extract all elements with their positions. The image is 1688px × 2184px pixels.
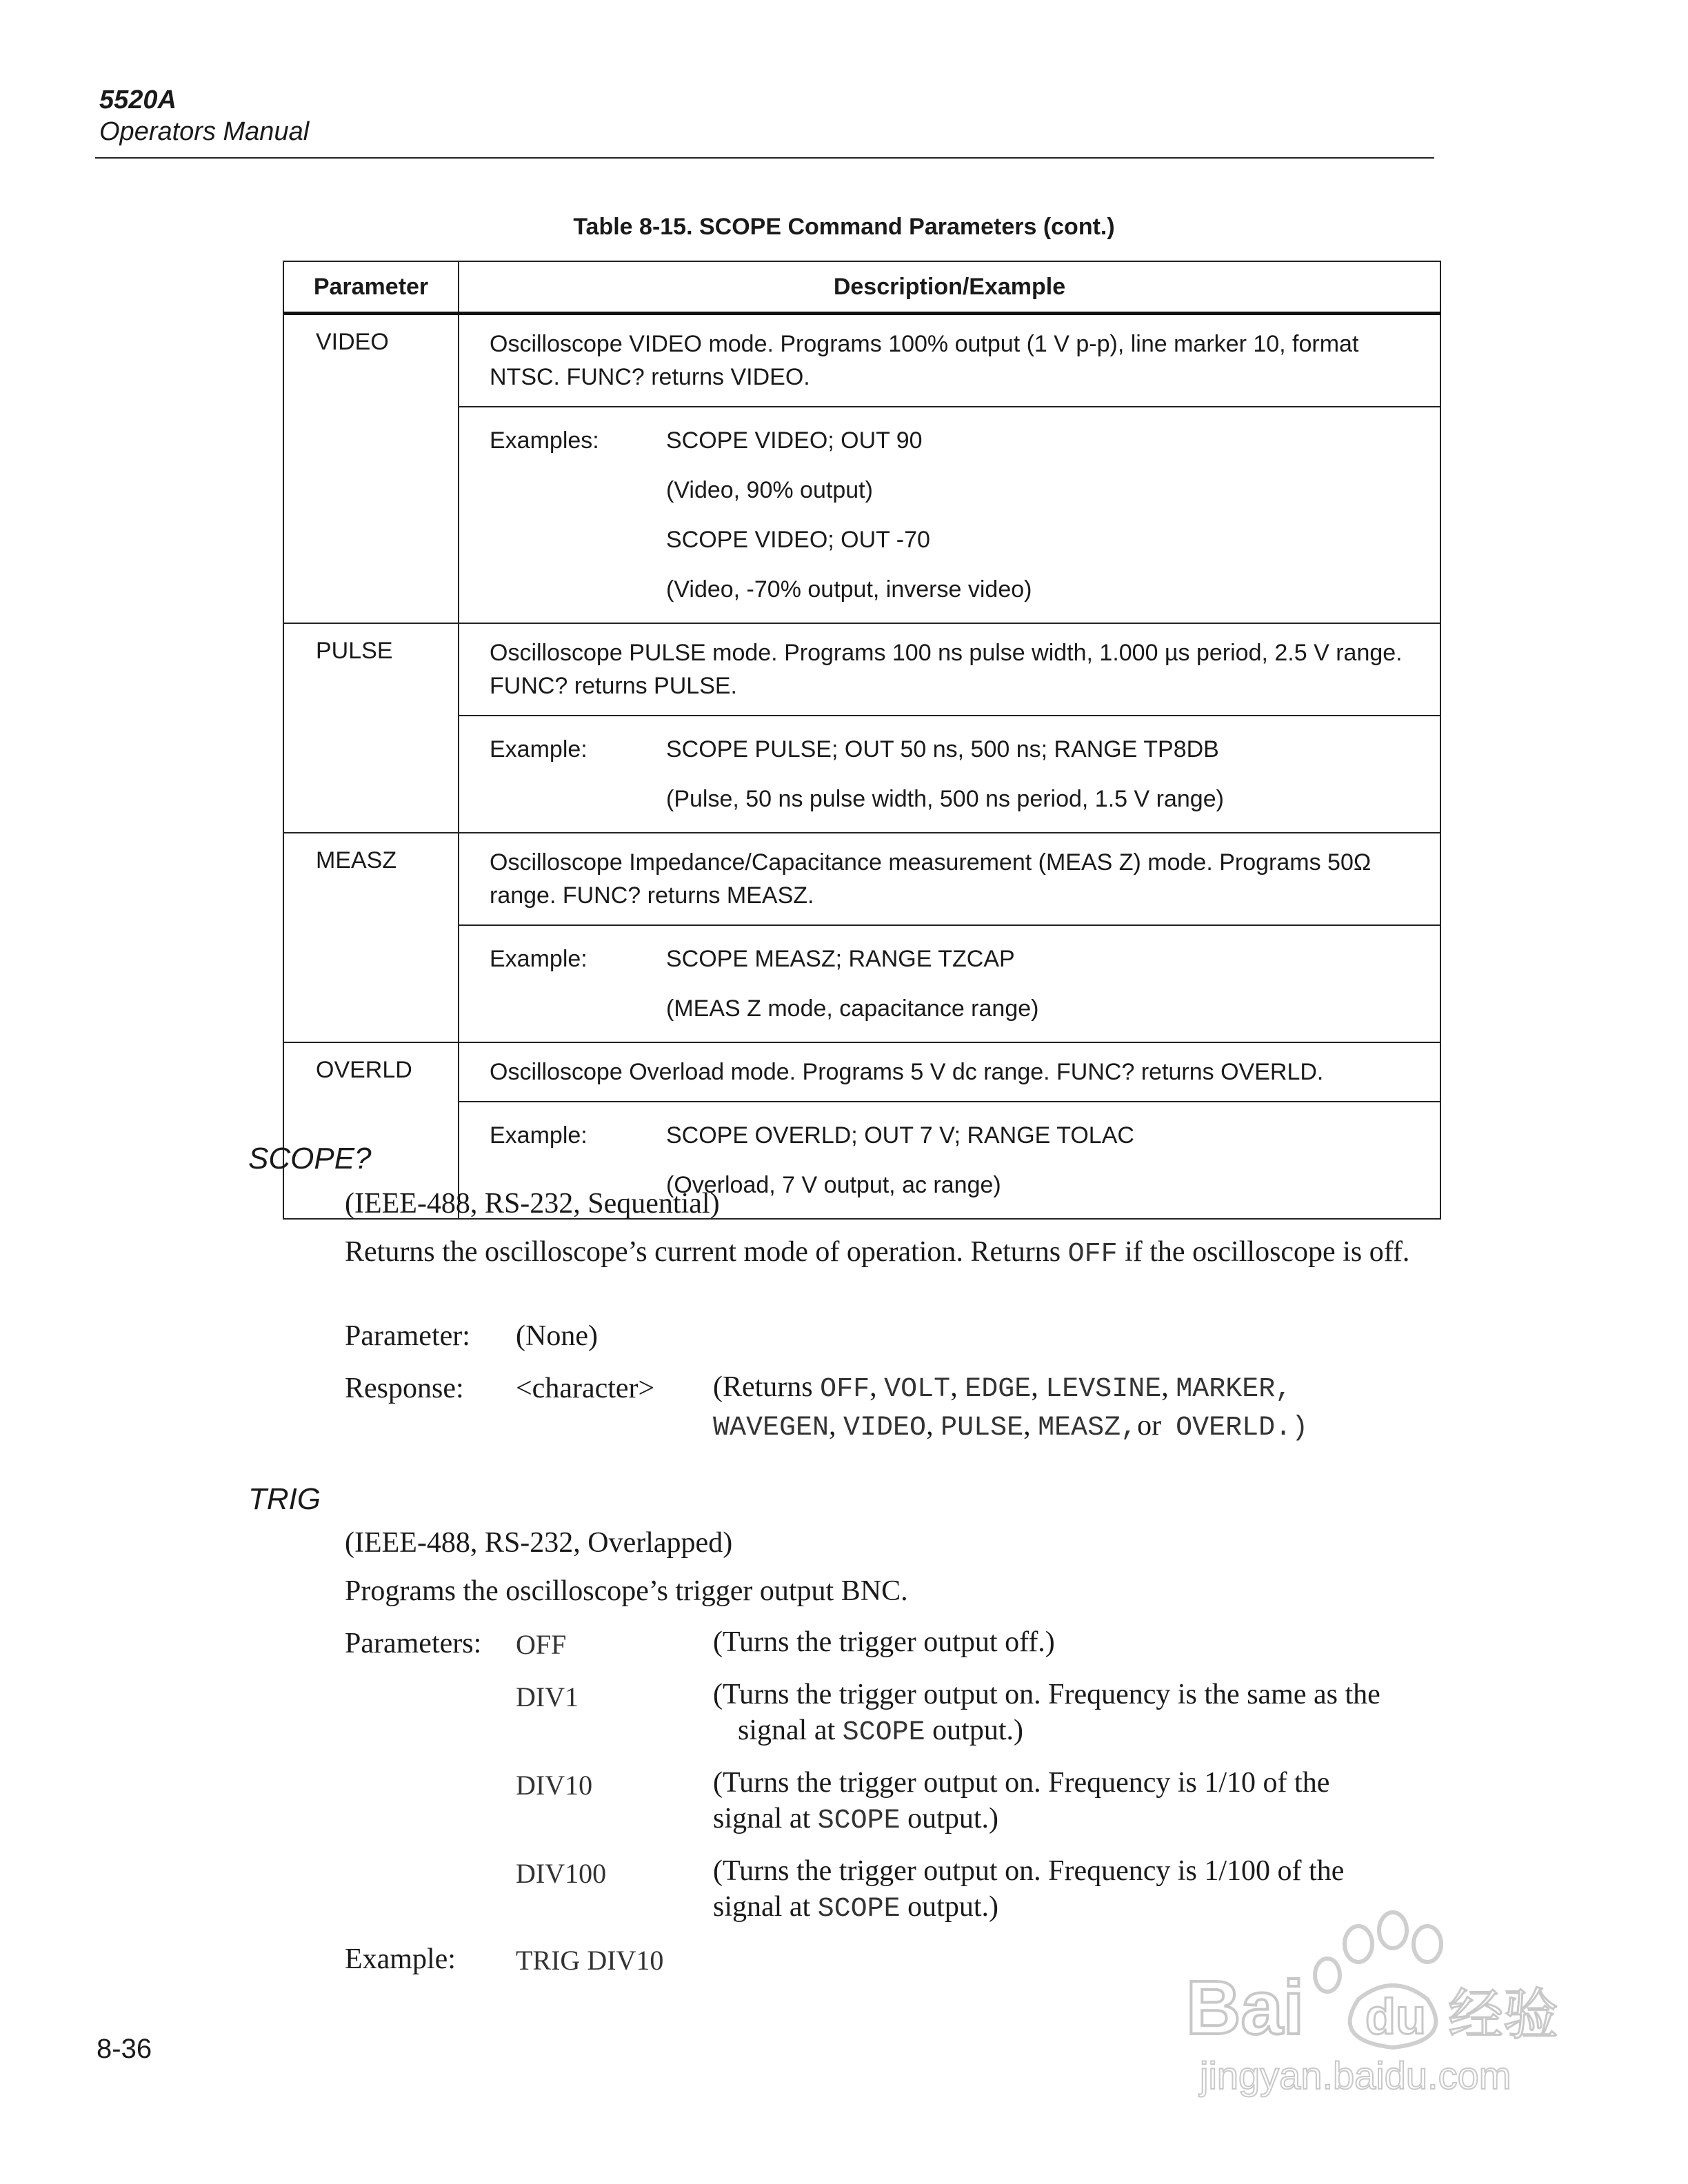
example-line: (Overload, 7 V output, ac range) (666, 1172, 1001, 1198)
description-cell: Oscilloscope Overload mode. Programs 5 V dc range. FUNC? returns OVERLD. (459, 1042, 1440, 1102)
table-row (283, 314, 1440, 407)
example-line: SCOPE PULSE; OUT 50 ns, 500 ns; RANGE TP8DB (666, 736, 1219, 762)
column-header-description: Description/Example (459, 261, 1440, 314)
svg-text:Bai: Bai (1186, 1965, 1305, 2050)
parameter-cell: MEASZ (283, 833, 459, 1042)
example-cell (459, 925, 1440, 1042)
example-line: (Video, 90% output) (666, 477, 873, 503)
baidu-watermark-logo (1172, 1903, 1586, 2103)
page-number: 8-36 (97, 2034, 152, 2064)
description-cell: Oscilloscope VIDEO mode. Programs 100% output (1 V p-p), line marker 10, format NTSC. FUNC? returns VIDEO. (459, 314, 1440, 407)
parameter-cell: OVERLD (283, 1042, 459, 1219)
manual-title: Operators Manual (99, 117, 310, 146)
parameter-cell: PULSE (283, 623, 459, 833)
example-label: Example: (490, 946, 587, 972)
table-row (283, 1042, 1440, 1102)
svg-text:jingyan.baidu.com: jingyan.baidu.com (1200, 2054, 1511, 2097)
example-value: TRIG DIV10 (516, 1945, 664, 1976)
param-code: DIV100 (516, 1858, 607, 1889)
parameters-label: Parameters: (345, 1628, 482, 1659)
scope-parameters-table (283, 261, 1441, 1220)
trig-description: Programs the oscilloscope’s trigger output BNC. (345, 1575, 908, 1607)
section-title-scope-query: SCOPE? (248, 1142, 372, 1175)
header-rule (95, 157, 1434, 159)
table-header-row (283, 261, 1440, 314)
example-line: SCOPE VIDEO; OUT 90 (666, 427, 923, 454)
response-value: <character> (516, 1373, 655, 1404)
example-cell (459, 407, 1440, 623)
param-code: DIV10 (516, 1770, 593, 1801)
example-cell (459, 716, 1440, 833)
param-description: (Turns the trigger output on. Frequency is 1/10 of the signal at SCOPE output.) (713, 1767, 1330, 1837)
example-line: (Pulse, 50 ns pulse width, 500 ns period, 1.5 V range) (666, 786, 1224, 812)
example-line: (MEAS Z mode, capacitance range) (666, 995, 1039, 1022)
example-line: SCOPE MEASZ; RANGE TZCAP (666, 946, 1015, 972)
response-returns-list: (Returns OFF, VOLT, EDGE, LEVSINE, MARKER, WAVEGEN, VIDEO, PULSE, MEASZ,or OVERLD.) (713, 1371, 1309, 1444)
product-name: 5520A (99, 85, 177, 114)
example-label: Example: (345, 1943, 456, 1975)
scope-query-description: Returns the oscilloscope’s current mode of operation. Returns OFF if the oscilloscope is off. (345, 1236, 1410, 1270)
svg-text:经验: 经验 (1448, 1983, 1558, 2047)
parameter-cell: VIDEO (283, 314, 459, 624)
description-cell: Oscilloscope Impedance/Capacitance measurement (MEAS Z) mode. Programs 50Ω range. FUNC? returns MEASZ. (459, 833, 1440, 925)
trig-interfaces: (IEEE-488, RS-232, Overlapped) (345, 1527, 733, 1559)
table-row (283, 833, 1440, 925)
param-code: OFF (516, 1629, 567, 1660)
param-code: DIV1 (516, 1681, 579, 1712)
example-label: Examples: (490, 427, 599, 454)
column-header-parameter: Parameter (283, 261, 459, 314)
svg-text:du: du (1365, 1990, 1426, 2045)
response-label: Response: (345, 1373, 464, 1404)
parameter-value: (None) (516, 1320, 598, 1352)
description-cell: Oscilloscope PULSE mode. Programs 100 ns pulse width, 1.000 µs period, 2.5 V range. FUNC? returns PULSE. (459, 623, 1440, 716)
parameter-label: Parameter: (345, 1320, 470, 1352)
example-label: Example: (490, 736, 587, 762)
table-caption: Table 8-15. SCOPE Command Parameters (cont.) (573, 214, 1115, 240)
param-description: (Turns the trigger output off.) (713, 1626, 1055, 1658)
code-off: OFF (1067, 1239, 1118, 1270)
param-description: (Turns the trigger output on. Frequency is 1/100 of the signal at SCOPE output.) (713, 1855, 1345, 1925)
scope-query-interfaces: (IEEE-488, RS-232, Sequential) (345, 1188, 720, 1220)
section-title-trig: TRIG (248, 1482, 321, 1516)
table-row (283, 623, 1440, 716)
example-line: (Video, -70% output, inverse video) (666, 576, 1032, 603)
example-line: SCOPE OVERLD; OUT 7 V; RANGE TOLAC (666, 1122, 1134, 1149)
example-label: Example: (490, 1122, 587, 1149)
example-line: SCOPE VIDEO; OUT -70 (666, 527, 930, 553)
param-description: (Turns the trigger output on. Frequency is the same as the signal at SCOPE output.) (713, 1679, 1380, 1748)
